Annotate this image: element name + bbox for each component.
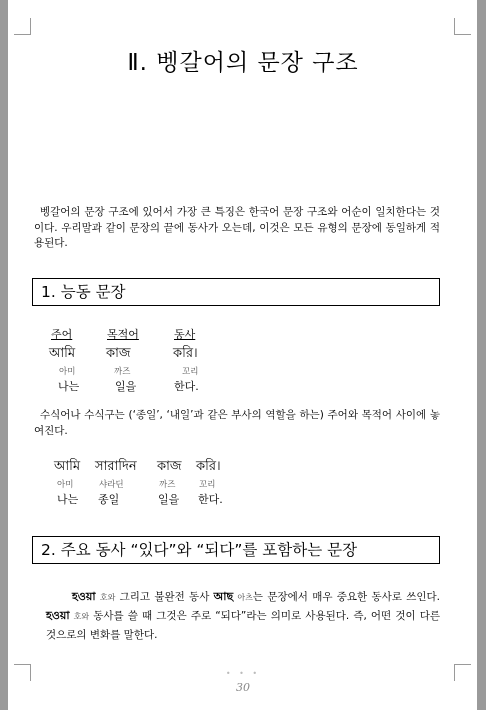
modifier-note: 수식어나 수식구는 (‘종일’, ‘내일’과 같은 부사의 역할을 하는) 주어와 목적어 사이에 놓여진다. xyxy=(34,409,440,437)
page-number: 30 xyxy=(236,681,250,694)
bengali-term-pronunciation: 아츠 xyxy=(237,593,253,602)
label-verb: 동사 xyxy=(174,328,196,341)
bengali-term: হওয়া xyxy=(46,609,70,622)
bengali-term-pronunciation: 호와 xyxy=(73,612,90,621)
bengali-term: আছ xyxy=(213,590,234,603)
pronunciation-word: 아미 xyxy=(59,367,76,377)
crop-mark-top-left xyxy=(14,18,31,35)
intro-paragraph: 벵갈어의 문장 구조에 있어서 가장 큰 특징은 한국어 문장 구조와 어순이 일치한다는 것이다. 우리말과 같이 문장의 끝에 동사가 오는데, 이것은 모든 유형의 문장에 동일하게 적용된다. xyxy=(34,206,440,249)
pronunciation-word: 샤라딘 xyxy=(99,480,124,490)
bengali-word: করি। xyxy=(196,459,221,474)
korean-word: 한다. xyxy=(198,493,223,506)
bengali-word: কাজ xyxy=(157,459,182,474)
section-heading-active-sentence: 1. 능동 문장 xyxy=(32,278,440,306)
korean-word: 일을 xyxy=(158,493,180,506)
bengali-term: হওয়া xyxy=(72,590,96,603)
korean-word: 나는 xyxy=(58,380,80,393)
section-heading-main-verbs: 2. 주요 동사 “있다”와 “되다”를 포함하는 문장 xyxy=(32,536,440,564)
pronunciation-word: 꼬리 xyxy=(182,367,199,377)
paragraph-text: 그리고 불완전 동사 xyxy=(115,591,214,603)
label-object: 목적어 xyxy=(107,328,139,341)
pronunciation-word: 까즈 xyxy=(114,367,131,377)
paragraph-text: 는 문장에서 매우 중요한 동사로 쓰인다. xyxy=(252,591,440,603)
pronunciation-word: 꼬리 xyxy=(199,480,216,490)
bengali-word: আমি xyxy=(54,459,81,474)
bengali-word: কাজ xyxy=(106,346,131,361)
crop-mark-top-right xyxy=(454,18,471,35)
korean-word: 일을 xyxy=(115,380,137,393)
pronunciation-word: 아미 xyxy=(57,480,74,490)
bengali-word: আমি xyxy=(49,346,76,361)
bengali-word: করি। xyxy=(173,346,198,361)
page-number-ornament: • • • xyxy=(225,669,261,678)
bengali-term-pronunciation: 호와 xyxy=(99,593,116,602)
chapter-title: Ⅱ. 벵갈어의 문장 구조 xyxy=(127,50,359,76)
korean-word: 한다. xyxy=(174,380,199,393)
korean-word: 종일 xyxy=(98,493,120,506)
bengali-word: সারাদিন xyxy=(95,459,137,474)
korean-word: 나는 xyxy=(57,493,79,506)
label-subject: 주어 xyxy=(51,328,73,341)
paragraph-text: 동사를 쓸 때 그것은 주로 “되다”라는 의미로 사용된다. 즉, 어떤 것이 다른 것으로의 변화를 말한다. xyxy=(46,610,440,641)
main-verbs-paragraph xyxy=(46,588,440,644)
pronunciation-word: 까즈 xyxy=(159,480,176,490)
